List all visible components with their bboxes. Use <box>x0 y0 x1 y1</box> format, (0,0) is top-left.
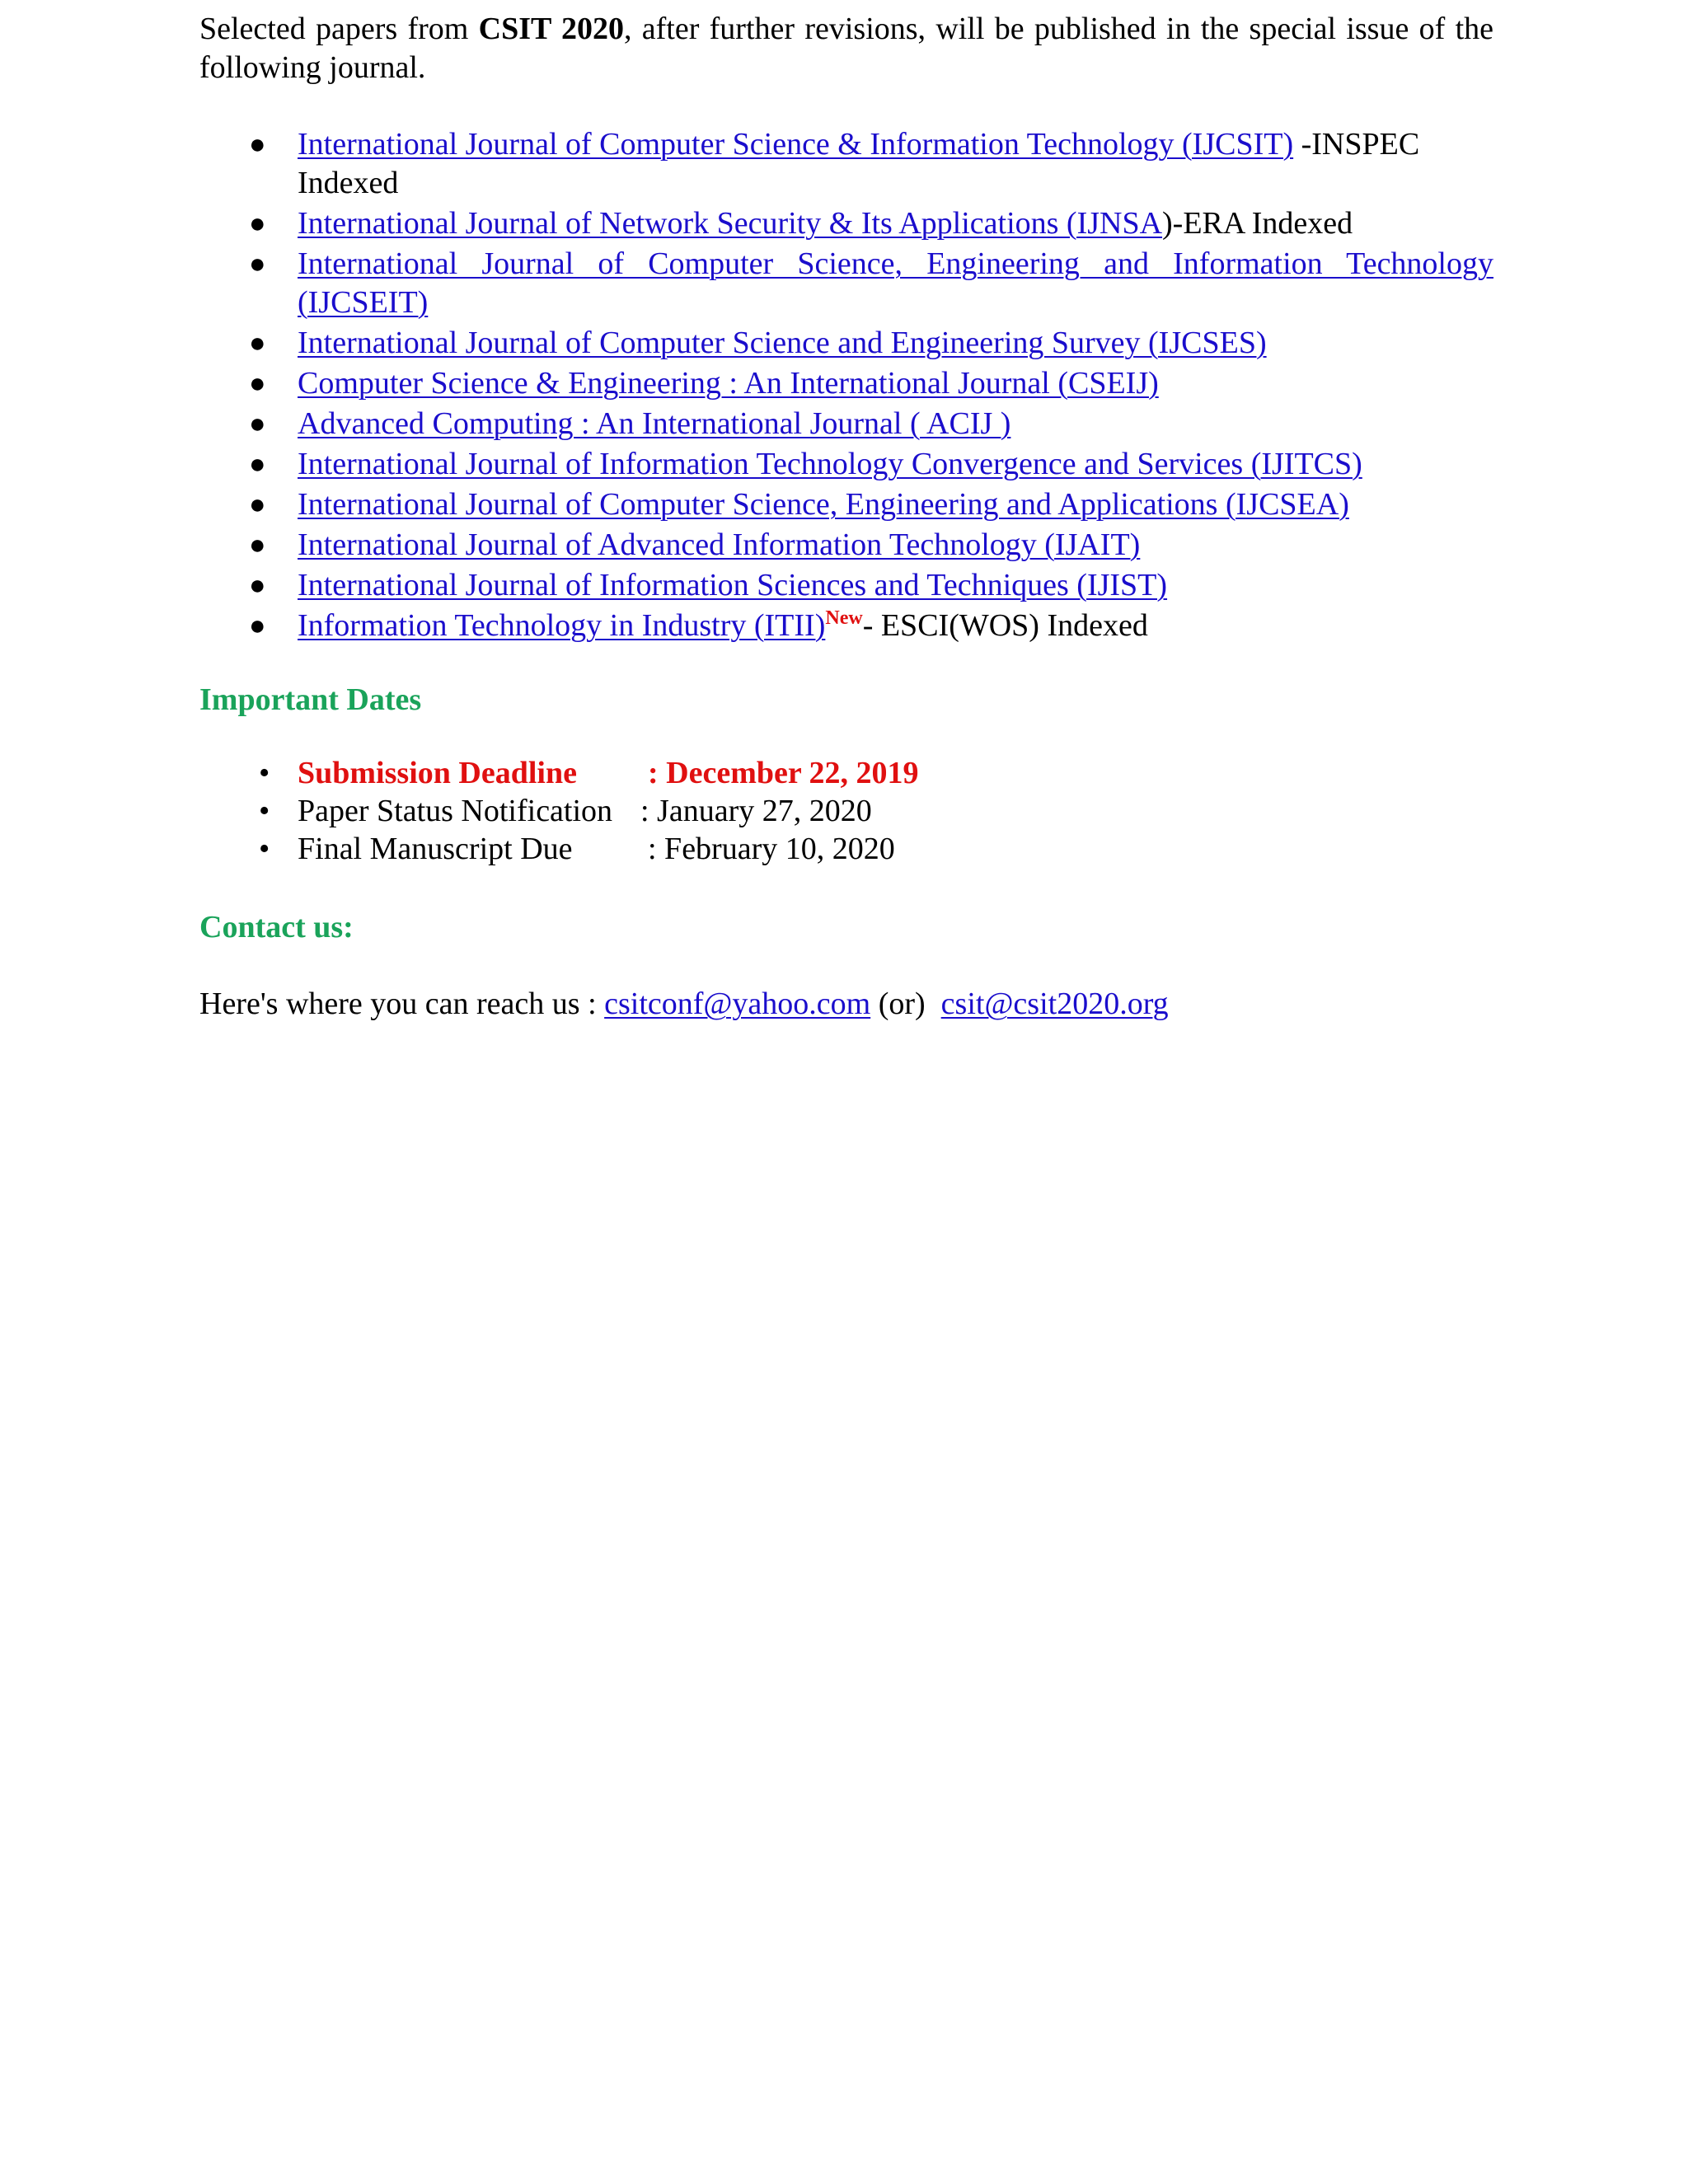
date-label: Paper Status Notification <box>298 794 613 828</box>
bullet-icon: ● <box>249 611 266 641</box>
email-link-csit[interactable]: csit@csit2020.org <box>940 987 1169 1021</box>
date-value: : February 10, 2020 <box>648 832 895 866</box>
bullet-icon: ● <box>249 368 266 399</box>
journal-link-ijnsa[interactable]: International Journal of Network Security & Its Applications (IJNSA <box>298 206 1163 241</box>
bullet-icon: ● <box>249 129 266 160</box>
journal-note: -INSPEC Indexed <box>298 127 1420 200</box>
list-item <box>199 245 1493 322</box>
date-value: : January 27, 2020 <box>640 794 872 828</box>
email-link-yahoo[interactable]: csitconf@yahoo.com <box>604 987 871 1021</box>
list-item <box>199 125 1493 203</box>
bullet-icon: ● <box>249 490 266 520</box>
journal-link-ijist[interactable]: International Journal of Information Sciences and Techniques (IJIST) <box>298 568 1168 602</box>
journal-link-ijait[interactable]: International Journal of Advanced Information Technology (IJAIT) <box>298 527 1141 562</box>
bullet-icon: ● <box>249 409 266 439</box>
list-item <box>199 324 1493 363</box>
list-item <box>199 364 1493 403</box>
journal-link-acij[interactable]: Advanced Computing : An International Journal ( ACIJ ) <box>298 406 1011 441</box>
bullet-icon: ● <box>249 570 266 601</box>
list-item <box>199 566 1493 605</box>
list-item <box>199 405 1493 443</box>
dates-list <box>199 754 919 868</box>
important-dates-heading: Important Dates <box>199 682 422 717</box>
list-item <box>199 485 1493 524</box>
new-badge: New <box>825 607 863 629</box>
contact-line <box>199 985 1169 1024</box>
date-label: Submission Deadline <box>298 756 577 790</box>
journal-link-ijcseit[interactable]: International Journal of Computer Science, Engineering and Information Technology (IJCSEIT) <box>298 246 1493 320</box>
bullet-icon: • <box>259 756 270 790</box>
contact-separator: (or) <box>870 987 941 1021</box>
bullet-icon: • <box>259 794 270 828</box>
date-label: Final Manuscript Due <box>298 832 573 866</box>
journal-link-ijitcs[interactable]: International Journal of Information Technology Convergence and Services (IJITCS) <box>298 447 1362 481</box>
bullet-icon: ● <box>249 449 266 480</box>
journal-list <box>199 125 1493 647</box>
bullet-icon: ● <box>249 249 266 279</box>
date-item-notification <box>199 792 919 830</box>
date-item-submission <box>199 754 919 792</box>
list-item <box>199 204 1493 243</box>
journal-link-ijcsea[interactable]: International Journal of Computer Science, Engineering and Applications (IJCSEA) <box>298 487 1349 522</box>
list-item <box>199 526 1493 565</box>
bullet-icon: ● <box>249 530 266 560</box>
bullet-icon: ● <box>249 328 266 359</box>
journal-link-ijcsit[interactable]: International Journal of Computer Science & Information Technology (IJCSIT) <box>298 127 1294 162</box>
bullet-icon: ● <box>249 209 266 239</box>
intro-prefix: Selected papers from <box>199 12 479 46</box>
contact-prefix: Here's where you can reach us : <box>199 987 605 1021</box>
intro-paragraph <box>199 10 1493 87</box>
conference-name: CSIT 2020 <box>478 12 624 46</box>
contact-heading: Contact us: <box>199 910 354 944</box>
list-item <box>199 445 1493 484</box>
journal-link-cseij[interactable]: Computer Science & Engineering : An International Journal (CSEIJ) <box>298 366 1159 401</box>
bullet-icon: • <box>259 832 270 866</box>
journal-link-itii[interactable]: Information Technology in Industry (ITII) <box>298 608 826 643</box>
journal-note: - ESCI(WOS) Indexed <box>862 608 1148 643</box>
intro-suffix: , after further revisions, will be published in the special issue of the following journal. <box>199 12 1493 85</box>
date-value: : December 22, 2019 <box>648 756 919 790</box>
list-item <box>199 607 1493 645</box>
journal-link-ijcses[interactable]: International Journal of Computer Science and Engineering Survey (IJCSES) <box>298 326 1267 360</box>
journal-note: )-ERA Indexed <box>1162 206 1353 241</box>
date-item-final-manuscript <box>199 830 919 868</box>
